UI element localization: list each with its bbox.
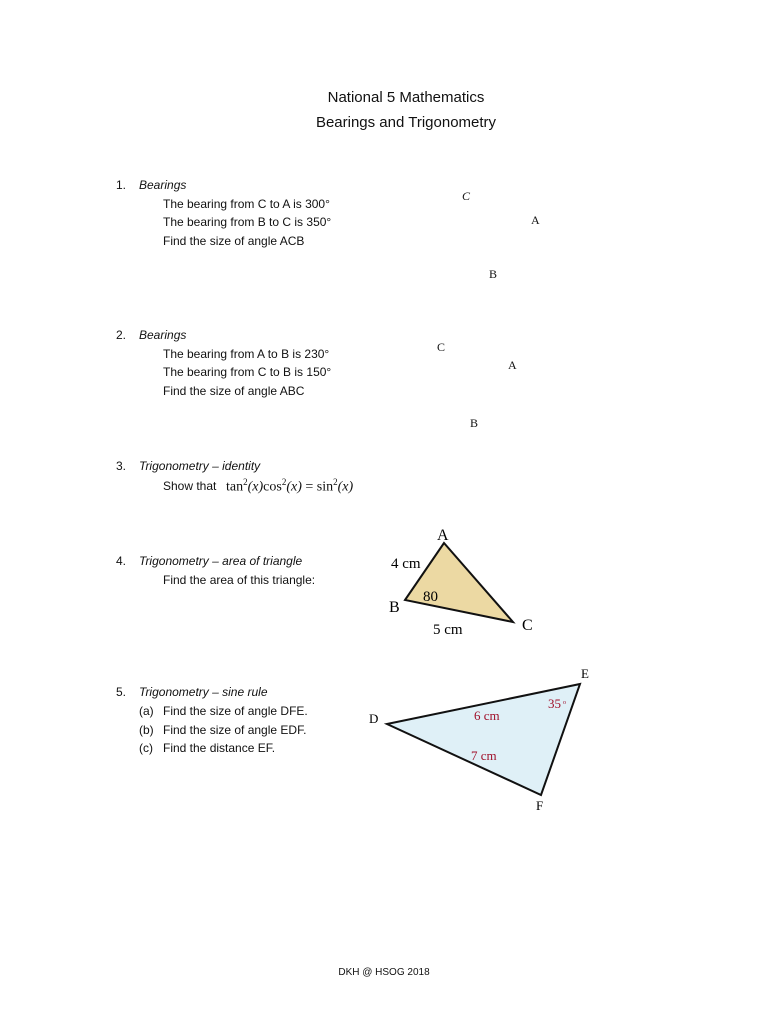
footer-credit: DKH @ HSOG 2018: [338, 967, 430, 978]
vertex-label-f: F: [536, 798, 544, 813]
angle-label-e: 35: [548, 696, 561, 711]
part-text: Find the size of angle EDF.: [163, 723, 307, 737]
page-title: National 5 Mathematics: [327, 89, 485, 106]
vertex-label-b: B: [389, 599, 400, 616]
question-line: The bearing from A to B is 230°: [163, 347, 330, 361]
question-topic: Bearings: [139, 328, 187, 342]
page-subtitle: Bearings and Trigonometry: [315, 114, 497, 131]
question-topic: Trigonometry – identity: [139, 459, 261, 473]
question-line: The bearing from C to B is 150°: [163, 365, 332, 379]
question-topic: Trigonometry – sine rule: [139, 685, 268, 699]
question-number: 2.: [116, 328, 127, 342]
part-label: (b): [139, 723, 154, 737]
question-number: 1.: [116, 178, 127, 192]
side-label-bc: 5 cm: [433, 622, 463, 638]
question-topic: Bearings: [139, 178, 187, 192]
show-that-label: Show that: [163, 479, 217, 493]
point-label-b: B: [489, 267, 498, 281]
side-label-df: 7 cm: [471, 748, 497, 763]
question-number: 5.: [116, 685, 127, 699]
point-label-b: B: [470, 416, 479, 430]
vertex-label-e: E: [581, 666, 589, 681]
part-text: Find the size of angle DFE.: [163, 704, 308, 718]
degree-mark: o: [563, 700, 566, 706]
side-label-de: 6 cm: [474, 708, 500, 723]
point-label-a: A: [508, 358, 517, 372]
question-line: Find the size of angle ABC: [163, 384, 305, 398]
question-line: The bearing from B to C is 350°: [163, 215, 332, 229]
angle-label-b: 80: [423, 589, 438, 605]
question-topic: Trigonometry – area of triangle: [139, 554, 303, 568]
question-number: 4.: [116, 554, 127, 568]
vertex-label-d: D: [369, 711, 379, 726]
question-number: 3.: [116, 459, 127, 473]
point-label-a: A: [531, 213, 540, 227]
vertex-label-a: A: [437, 527, 449, 544]
question-line: Find the area of this triangle:: [163, 573, 316, 587]
point-label-c: C: [462, 189, 471, 203]
triangle-abc: [405, 543, 513, 622]
part-text: Find the distance EF.: [163, 741, 276, 755]
vertex-label-c: C: [522, 617, 533, 634]
part-label: (a): [139, 704, 154, 718]
question-line: The bearing from C to A is 300°: [163, 197, 330, 211]
point-label-c: C: [437, 340, 446, 354]
side-label-ab: 4 cm: [391, 556, 421, 572]
identity-equation: $\tan^2(x)\cos^2(x) = \sin^2(x)$: [226, 477, 354, 495]
question-line: Find the size of angle ACB: [163, 234, 305, 248]
part-label: (c): [139, 741, 153, 755]
